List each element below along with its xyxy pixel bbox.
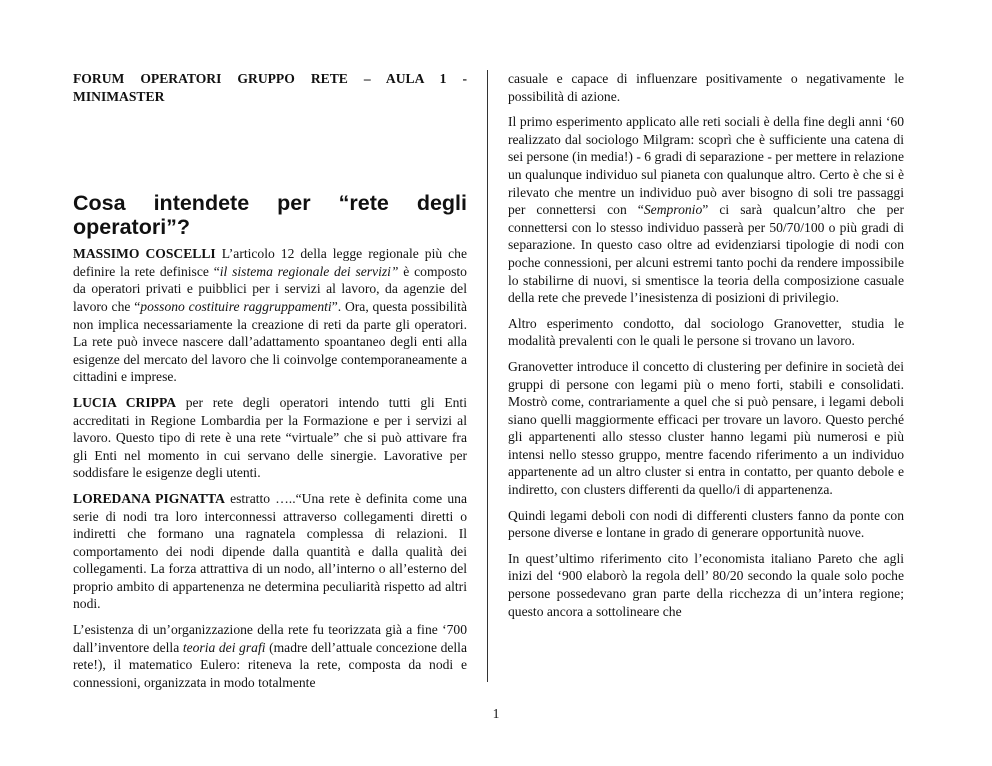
- page-number: 1: [492, 706, 500, 721]
- paragraph-text: L’articolo 12 della legge regionale più che definire la rete definisce “: [73, 246, 467, 279]
- paragraph-granovetter-intro: Altro esperimento condotto, dal sociologo Granovetter, studia le modalità prevalenti con le quali le persone si trovano un lavoro.: [508, 315, 904, 349]
- forum-title: FORUM OPERATORI GRUPPO RETE – AULA 1 - MINIMASTER: [73, 71, 467, 104]
- quote-italic: possono costituire raggruppamenti: [140, 298, 332, 314]
- paragraph-text: Il primo esperimento applicato alle reti sociali è della fine degli anni ‘60 realizzato dal sociologo Milgram: scoprì che è sufficiente una catena di sei persone (in media!) - 6 gradi di separazione - per mettere in relazione un qualunque individuo sul pianeta con qualunque altro. Certo è che si è rilevato che mentre un individuo può aver bisogno di soli tre passaggi per connettersi con “: [508, 114, 904, 218]
- speaker-name: LOREDANA PIGNATTA: [73, 490, 225, 506]
- paragraph-text: (madre dell’attuale concezione della rete!), il matematico Eulero: riteneva la rete, composta da nodi e connessioni, organizzata in modo totalmente: [73, 639, 467, 690]
- paragraph-legami-deboli: Quindi legami deboli con nodi di differenti clusters fanno da ponte con persone diverse e lontane in grado di generare opportunità nuove.: [508, 507, 904, 541]
- right-column: [508, 70, 904, 628]
- paragraph-milgram: [508, 113, 904, 307]
- paragraph-text: ” ci sarà qualcun’altro che per connettersi con lo stesso individuo passerà per 50/70/100 o più gradi di separazione. In questo caso oltre ad evidenziarsi tipologie di nodi con poche connessioni, per alcuni estremi tanto pochi da rendere impossibile lo stabilirne di nuovi, si smentisce la teoria della composizione casuale della rete che prevede l’inesistenza di posizioni di privilegio.: [508, 202, 904, 306]
- column-divider: [487, 70, 488, 682]
- term-italic: teoria dei grafi: [182, 639, 266, 655]
- paragraph-text: estratto …..“Una rete è definita come una serie di nodi tra loro interconnessi attraverso collegamenti diretti o indiretti che formano una ragnatela complessa di relazioni. Il comportamento dei nodi dipende dalla quantità e dalla qualità dei collegamenti. La forza attrattiva di un nodo, all’interno o all’esterno del proprio ambito di appartenenza ne determina peculiarità rispetto ad altri nodi.: [73, 490, 467, 612]
- paragraph-text: è composto da operatori privati e puibblici per i servizi al lavoro, da agenzie del lavoro che “: [73, 263, 467, 314]
- speaker-name: LUCIA CRIPPA: [73, 394, 177, 410]
- term-italic: Sempronio: [643, 202, 703, 218]
- paragraph-coscelli: [73, 245, 467, 386]
- paragraph-clustering: Granovetter introduce il concetto di clustering per definire in società dei gruppi di persone con legami più o meno forti, stabili e consolidati. Mostrò come, contrariamente a quel che si può pensare, i legami deboli siano quelli maggiormente efficaci per trovare un lavoro. Questo perché gli appartenenti allo stesso cluster hanno legami più numerosi e più intensi nello stesso gruppo, mentre facendo riferimento a un individuo appartenente ad un altro cluster si entra in contatto, per quanto debole e indiretto, con clusters differenti da quello/i di appartenenza.: [508, 358, 904, 498]
- paragraph-text: ”. Ora, questa possibilità non implica necessariamente la creazione di reti da parte gli operatori. La rete può invece nascere dall’adattamento spoantaneo degli enti alla esigenze del mercato del lavoro che li coinvolge contemporaneamente a cittadini e imprese.: [73, 298, 467, 385]
- paragraph-pareto: In quest’ultimo riferimento cito l’economista italiano Pareto che agli inizi del ‘900 elaborò la regola dell’ 80/20 secondo la quale solo poche persone possedevano gran parte della ricchezza di un’intera regione; questo ancora a sottolineare che: [508, 550, 904, 619]
- section-heading: Cosa intendete per “rete degli operatori”?: [73, 191, 467, 240]
- paragraph-text: per rete degli operatori intendo tutti gli Enti accreditati in Regione Lombardia per la Formazione e per i servizi al lavoro. Questo tipo di rete è una rete “virtuale” che si può attivare fra gli Enti nel momento in cui servano delle sinergie. Lavorative per soddisfare le esigenze degli utenti.: [73, 394, 467, 481]
- paragraph-casuale: casuale e capace di influenzare positivamente o negativamente le possibilità di azione.: [508, 71, 904, 104]
- paragraph-eulero: [73, 621, 467, 691]
- paragraph-crippa: [73, 394, 467, 482]
- paragraph-pignatta: [73, 490, 467, 613]
- speaker-name: MASSIMO COSCELLI: [73, 246, 216, 262]
- quote-italic: il sistema regionale dei servizi”: [219, 263, 399, 279]
- left-column: [73, 70, 467, 699]
- paragraph-text: L’esistenza di un’organizzazione della rete fu teorizzata già a fine ‘700 dall’inventore della: [73, 622, 467, 655]
